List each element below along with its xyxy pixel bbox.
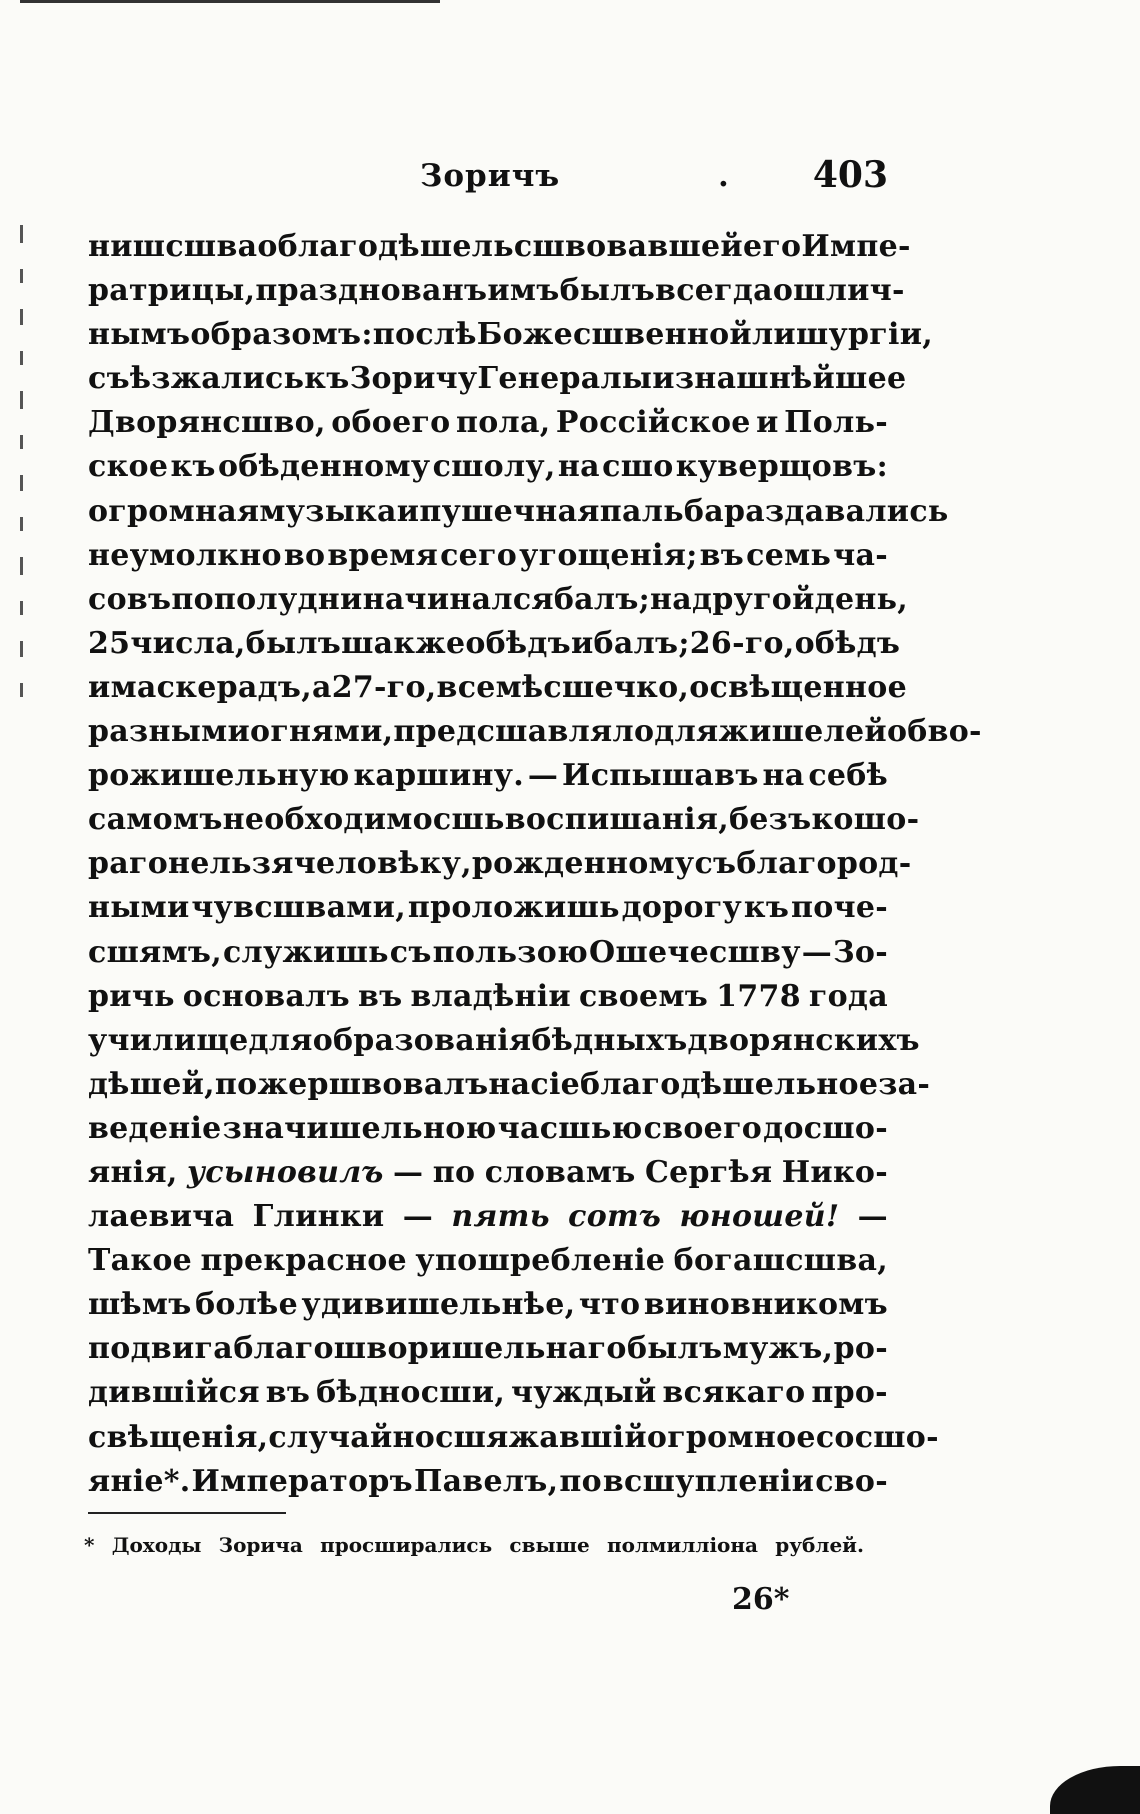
word: чуждый: [511, 1375, 657, 1411]
text-line: [88, 886, 888, 930]
word: мужъ,: [722, 1331, 834, 1367]
word: поче-: [791, 890, 888, 926]
gutter-marks: [20, 225, 32, 723]
word: Импе-: [801, 229, 911, 264]
word: балъ;: [593, 625, 690, 661]
footnote-rule: [88, 1512, 286, 1514]
word: сшо: [602, 449, 674, 485]
word: огнями,: [250, 714, 394, 750]
word: Ошечесшву: [589, 934, 801, 970]
footnote-word: полмилліона: [606, 1533, 758, 1557]
text-line: [88, 401, 888, 445]
word: Божесшвенной: [476, 317, 752, 353]
word: Дворянсшво,: [88, 405, 326, 441]
word: былъ: [627, 1331, 723, 1367]
text-line: [88, 975, 888, 1019]
running-head: Зоричъ: [420, 158, 561, 194]
word: упошребленіе: [415, 1243, 666, 1279]
word: сшолу,: [432, 449, 556, 485]
word: прекрасное: [200, 1243, 407, 1279]
word: жишелей: [718, 714, 887, 750]
word: на: [488, 1066, 531, 1102]
word: съ: [389, 934, 432, 970]
text-line: [88, 225, 911, 269]
word: пожершвовалъ: [214, 1066, 489, 1102]
word: —: [402, 1199, 434, 1235]
word: досшо-: [763, 1110, 888, 1146]
word: имъ: [487, 273, 560, 309]
word: Такое: [88, 1243, 193, 1279]
word: 27-го,: [331, 669, 437, 705]
word: —: [857, 1199, 888, 1235]
text-line: [88, 445, 888, 489]
text-line: [88, 1416, 939, 1460]
word: облагодѣшельсшвовавшей: [257, 229, 743, 264]
word: за-: [878, 1066, 931, 1102]
word: пять: [451, 1199, 550, 1235]
text-line: [88, 1107, 888, 1151]
word: празднованъ: [255, 273, 488, 309]
word: по: [432, 1154, 476, 1190]
word: съ: [694, 846, 737, 882]
word: Испышавъ: [562, 758, 759, 794]
word: —: [393, 1154, 424, 1190]
word: другой: [692, 581, 815, 617]
word: юношей!: [679, 1199, 840, 1235]
word: сотъ: [568, 1199, 662, 1235]
word: Императоръ: [191, 1463, 413, 1499]
text-line: [88, 534, 888, 578]
word: подвига: [88, 1331, 233, 1367]
word: въ: [699, 537, 745, 573]
word: благород-: [736, 846, 912, 882]
footnote: [84, 1533, 864, 1557]
footnote-word: рублей.: [775, 1533, 864, 1557]
word: обѣдъ: [794, 625, 901, 661]
word: числа,: [130, 625, 246, 661]
word: сво-: [815, 1463, 888, 1499]
word: удивишельнѣе,: [301, 1287, 576, 1323]
word: время: [327, 537, 439, 573]
text-line: [88, 931, 888, 975]
text-line: [88, 842, 912, 886]
word: благошворишельнаго: [233, 1331, 627, 1367]
text-line: [88, 710, 982, 754]
word: благодѣшельное: [580, 1066, 879, 1102]
word: веденіе: [88, 1110, 222, 1146]
word: значишельною: [222, 1110, 497, 1146]
word: на: [650, 581, 693, 617]
text-line: [88, 754, 888, 798]
word: на: [762, 758, 805, 794]
word: 26-го,: [689, 625, 795, 661]
word: своемъ: [579, 978, 709, 1014]
word: и: [756, 405, 779, 441]
word: шѣмъ: [88, 1287, 192, 1323]
word: нымъ: [88, 317, 191, 353]
word: владѣніи: [410, 978, 571, 1014]
word: въ: [265, 1375, 311, 1411]
word: и: [652, 361, 675, 397]
word: мѣсшечко,: [495, 669, 690, 705]
word: усыновилъ: [187, 1154, 384, 1190]
word: неумолкно: [88, 537, 282, 573]
word: богашсшва,: [673, 1243, 888, 1279]
word: совъ: [88, 581, 172, 617]
word: дворянскихъ: [687, 1022, 920, 1058]
word: всякаго: [662, 1375, 806, 1411]
word: образомъ:: [190, 317, 373, 353]
word: маскерадъ,: [110, 669, 312, 705]
footnote-word: Доходы: [111, 1533, 202, 1557]
text-line: [88, 490, 949, 534]
word: въ: [357, 978, 403, 1014]
word: часшью: [497, 1110, 643, 1146]
word: рожденному: [471, 846, 695, 882]
body-text: [88, 225, 982, 1504]
word: Генералы: [477, 361, 653, 397]
word: на: [557, 449, 600, 485]
word: ратрицы,: [88, 273, 256, 309]
word: дорогу: [621, 890, 743, 926]
word: кошо-: [811, 802, 920, 838]
text-line: [88, 666, 907, 710]
page-number: 403: [812, 154, 888, 196]
word: виновникомъ: [643, 1287, 888, 1323]
text-line: [88, 1063, 931, 1107]
word: яніе*.: [88, 1463, 191, 1499]
word: огромное: [646, 1419, 816, 1455]
footnote-word: просширались: [320, 1533, 493, 1557]
word: льзя: [209, 846, 294, 882]
word: сего: [440, 537, 518, 573]
printer-signature: 26*: [732, 1582, 790, 1617]
word: нишсшва: [88, 229, 258, 264]
word: воспишанія,: [504, 802, 729, 838]
word: 1778: [716, 978, 801, 1014]
word: а: [311, 669, 332, 705]
word: Зоричу: [349, 361, 478, 397]
text-line: [88, 269, 905, 313]
word: каршину.: [353, 758, 525, 794]
word: шакже: [341, 625, 466, 661]
word: дившійся: [88, 1375, 260, 1411]
word: основалъ: [182, 978, 350, 1014]
word: семь: [746, 537, 832, 573]
text-line: [88, 1239, 888, 1283]
word: Сергѣя: [644, 1154, 773, 1190]
word: —: [527, 758, 559, 794]
word: лаевича: [88, 1199, 235, 1235]
text-line: [88, 578, 909, 622]
word: полудни: [213, 581, 363, 617]
word: Павелъ,: [413, 1463, 559, 1499]
word: 25: [88, 625, 131, 661]
page-header: [88, 154, 888, 208]
word: года: [808, 978, 888, 1014]
word: балъ;: [553, 581, 651, 617]
text-line: [88, 1151, 888, 1195]
word: сшяжавшій: [435, 1419, 647, 1455]
word: раго: [88, 846, 169, 882]
word: огромная: [88, 493, 260, 529]
word: всегда: [655, 273, 773, 309]
word: все: [436, 669, 496, 705]
word: угощенія;: [519, 537, 698, 573]
word: по: [559, 1463, 602, 1499]
word: къ: [743, 890, 790, 926]
word: служишь: [222, 934, 389, 970]
word: образованія: [312, 1022, 532, 1058]
word: своего: [643, 1110, 763, 1146]
word: бѣдныхъ: [531, 1022, 688, 1058]
word: и: [88, 669, 111, 705]
word: пользою: [432, 934, 589, 970]
word: лишургіи,: [751, 317, 933, 353]
word: самомъ: [88, 802, 223, 838]
word: куверщовъ:: [675, 449, 888, 485]
text-line: [88, 1283, 888, 1327]
word: былъ: [245, 625, 342, 661]
word: предсшавляло: [393, 714, 655, 750]
word: Нико-: [781, 1154, 888, 1190]
word: болѣе: [195, 1287, 298, 1323]
word: для: [248, 1022, 313, 1058]
word: и: [570, 625, 594, 661]
word: ричь: [88, 978, 175, 1014]
word: ча-: [833, 537, 888, 573]
word: сосшо-: [815, 1419, 939, 1455]
word: рожишельную: [88, 758, 350, 794]
word: Поль-: [784, 405, 888, 441]
word: сшямъ,: [88, 934, 222, 970]
word: обоего: [331, 405, 451, 441]
header-dot: .: [718, 158, 729, 194]
text-line: [88, 313, 933, 357]
text-line: [88, 1460, 888, 1504]
word: знашнѣйшее: [674, 361, 907, 397]
word: день,: [814, 581, 909, 617]
word: обѣдъ: [465, 625, 571, 661]
word: во: [283, 537, 326, 573]
footnote-marker: *: [84, 1533, 95, 1557]
text-line: [88, 1371, 888, 1415]
word: былъ: [559, 273, 656, 309]
word: человѣку,: [293, 846, 472, 882]
word: случайно: [268, 1419, 436, 1455]
word: бѣдносши,: [316, 1375, 506, 1411]
word: что: [578, 1287, 641, 1323]
word: проложишь: [407, 890, 620, 926]
word: пальба: [599, 493, 724, 529]
word: словамъ: [484, 1154, 636, 1190]
word: —: [801, 934, 833, 970]
word: по: [171, 581, 214, 617]
word: ными: [88, 890, 190, 926]
word: необходимосшь: [222, 802, 505, 838]
word: Глинки: [252, 1199, 385, 1235]
word: янія,: [88, 1154, 178, 1190]
word: про-: [811, 1375, 888, 1411]
word: всшупленіи: [602, 1463, 815, 1499]
word: не: [168, 846, 210, 882]
word: пушечная: [419, 493, 600, 529]
word: дѣшей,: [88, 1066, 215, 1102]
word: свѣщенія,: [88, 1419, 269, 1455]
word: и: [396, 493, 420, 529]
text-line: [88, 798, 920, 842]
word: къ: [170, 449, 216, 485]
text-line: [88, 1327, 888, 1371]
word: освѣщенное: [689, 669, 907, 705]
word: съѣзжались: [88, 361, 305, 397]
word: училище: [88, 1022, 249, 1058]
word: ошлич-: [772, 273, 905, 309]
word: чувсшвами,: [191, 890, 406, 926]
word: раздавались: [723, 493, 949, 529]
footnote-word: свыше: [509, 1533, 590, 1557]
word: послѣ: [372, 317, 477, 353]
word: Зо-: [832, 934, 888, 970]
word: обѣденному: [217, 449, 431, 485]
word: обво-: [886, 714, 982, 750]
word: ское: [88, 449, 169, 485]
text-line: [88, 357, 907, 401]
word: музыка: [259, 493, 397, 529]
top-edge-rule: [20, 0, 440, 3]
word: сіе: [530, 1066, 581, 1102]
text-line: [88, 1019, 920, 1063]
word: безъ: [728, 802, 812, 838]
word: Россійское: [555, 405, 751, 441]
corner-ink-blot: [1050, 1766, 1140, 1814]
text-line: [88, 622, 901, 666]
text-line: [88, 1195, 888, 1239]
word: начинался: [362, 581, 554, 617]
word: себѣ: [808, 758, 888, 794]
word: къ: [304, 361, 350, 397]
word: для: [654, 714, 719, 750]
word: пола,: [455, 405, 551, 441]
footnote-word: Зорича: [218, 1533, 303, 1557]
word: ро-: [833, 1331, 888, 1367]
word: его: [742, 229, 802, 264]
word: разными: [88, 714, 251, 750]
